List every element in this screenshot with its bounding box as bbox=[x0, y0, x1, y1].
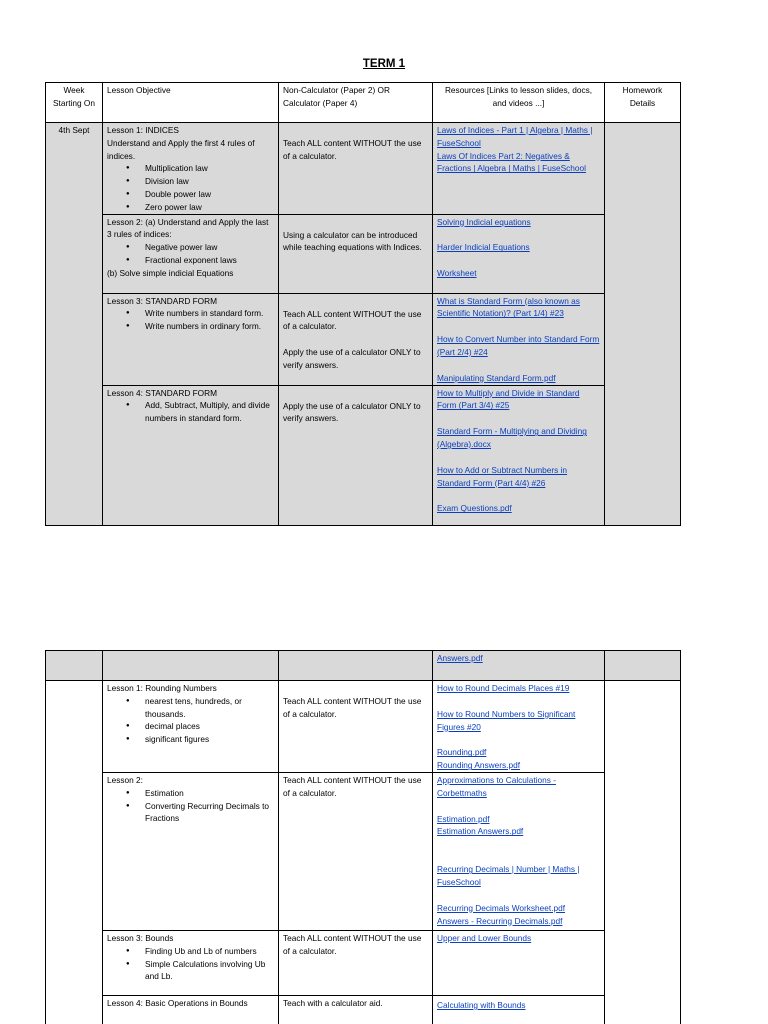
lesson-title: Lesson 4: STANDARD FORM bbox=[107, 387, 218, 398]
continuation-table bbox=[45, 650, 681, 1024]
calc-note: Teach ALL content WITHOUT the use of a calculator. bbox=[283, 138, 422, 161]
list-item: ● nearest tens, hundreds, or thousands. bbox=[107, 695, 274, 721]
resource-link[interactable]: How to Add or Subtract Numbers in Standard Form (Part 4/4) #26 bbox=[437, 464, 568, 488]
lesson-intro: Understand and Apply the first 4 rules of indices. bbox=[107, 137, 255, 161]
list-item: ● Finding Ub and Lb of numbers bbox=[107, 945, 274, 958]
table-row bbox=[46, 681, 681, 773]
list-item: ● Fractional exponent laws bbox=[107, 254, 274, 267]
objective-cell bbox=[103, 930, 279, 995]
header-resources: Resources [Links to lesson slides, docs, and videos ...] bbox=[433, 83, 605, 123]
resources-cell bbox=[433, 293, 605, 385]
objective-cell bbox=[103, 681, 279, 773]
list-item: ● Add, Subtract, Multiply, and divide numbers in standard form. bbox=[107, 399, 274, 425]
table-row bbox=[46, 385, 681, 525]
lesson-title: Lesson 3: STANDARD FORM bbox=[107, 295, 218, 306]
page-title: TERM 1 bbox=[362, 58, 406, 70]
calculator-cell bbox=[279, 930, 433, 995]
resources-cell bbox=[433, 930, 605, 995]
list-item: ● Double power law bbox=[107, 188, 274, 201]
calc-note: Teach ALL content WITHOUT the use of a calculator. bbox=[283, 308, 422, 332]
calc-note: Teach with a calculator aid. bbox=[283, 997, 383, 1008]
table-row bbox=[46, 293, 681, 385]
list-item: ● Converting Recurring Decimals to Fractions bbox=[107, 800, 274, 826]
resources-cell bbox=[433, 385, 605, 525]
resource-link[interactable]: Answers - Recurring Decimals.pdf bbox=[437, 915, 563, 926]
calc-note: Teach ALL content WITHOUT the use of a calculator. bbox=[283, 932, 422, 956]
list-item: ● Simple Calculations involving Ub and Lb. bbox=[107, 958, 274, 984]
calculator-cell bbox=[279, 681, 433, 773]
resources-cell bbox=[433, 651, 605, 681]
week-cell: 4th Sept bbox=[46, 123, 103, 526]
calculator-cell bbox=[279, 651, 433, 681]
objective-cell bbox=[103, 123, 279, 215]
resource-link[interactable]: Manipulating Standard Form.pdf bbox=[437, 372, 556, 383]
resource-link[interactable]: Exam Questions.pdf bbox=[437, 503, 512, 514]
resource-link[interactable]: Rounding Answers.pdf bbox=[437, 760, 521, 771]
calc-note: Teach ALL content WITHOUT the use of a calculator. bbox=[283, 696, 422, 719]
table-row bbox=[46, 995, 681, 1024]
resource-link[interactable]: Standard Form - Multiplying and Dividing (Algebra).docx bbox=[437, 426, 587, 449]
homework-cell bbox=[605, 123, 681, 526]
header-objective: Lesson Objective bbox=[103, 83, 279, 123]
calculator-cell bbox=[279, 995, 433, 1024]
table-row bbox=[46, 930, 681, 995]
resources-cell bbox=[433, 123, 605, 215]
lesson-title: Lesson 4: Basic Operations in Bounds bbox=[107, 997, 248, 1008]
resource-link[interactable]: What is Standard Form (also known as Scientific Notation)? (Part 1/4) #23 bbox=[437, 295, 580, 319]
resources-cell bbox=[433, 995, 605, 1024]
homework-cell bbox=[605, 681, 681, 1024]
resources-cell bbox=[433, 214, 605, 293]
list-item: ● Write numbers in ordinary form. bbox=[107, 320, 274, 333]
lesson-title: Lesson 1: Rounding Numbers bbox=[107, 683, 217, 693]
objective-cell bbox=[103, 385, 279, 525]
list-item: ● Estimation bbox=[107, 787, 274, 800]
week-cell bbox=[46, 651, 103, 681]
objective-cell bbox=[103, 995, 279, 1024]
list-item: ● Write numbers in standard form. bbox=[107, 307, 274, 320]
table-row bbox=[46, 123, 681, 215]
calc-note: Using a calculator can be introduced while teaching equations with Indices. bbox=[283, 229, 422, 253]
objective-cell bbox=[103, 651, 279, 681]
calculator-cell bbox=[279, 385, 433, 525]
table-header-row bbox=[46, 83, 681, 123]
resource-link[interactable]: How to Multiply and Divide in Standard Form (Part 3/4) #25 bbox=[437, 387, 580, 411]
resource-link[interactable]: How to Convert Number into Standard Form (Part 2/4) #24 bbox=[437, 334, 600, 357]
objective-cell bbox=[103, 772, 279, 930]
resource-link[interactable]: Laws of Indices - Part 1 | Algebra | Maths | FuseSchool bbox=[437, 125, 593, 148]
resource-link[interactable]: Approximations to Calculations - Corbettmaths bbox=[437, 774, 556, 798]
header-calculator: Non-Calculator (Paper 2) OR Calculator (Paper 4) bbox=[279, 83, 433, 123]
calculator-cell bbox=[279, 293, 433, 385]
homework-cell bbox=[605, 651, 681, 681]
resource-link[interactable]: Solving Indicial equations bbox=[437, 216, 531, 227]
resource-link[interactable]: How to Round Numbers to Significant Figures #20 bbox=[437, 708, 576, 732]
resource-link[interactable]: Recurring Decimals | Number | Maths | FuseSchool bbox=[437, 864, 580, 887]
resource-link[interactable]: Calculating with Bounds bbox=[437, 999, 526, 1010]
list-item: ● decimal places bbox=[107, 720, 274, 733]
list-item: ● Zero power law bbox=[107, 201, 274, 214]
lesson-title: Lesson 3: Bounds bbox=[107, 932, 174, 943]
objective-cell bbox=[103, 293, 279, 385]
lesson-outro: (b) Solve simple indicial Equations bbox=[107, 267, 234, 278]
header-week: Week Starting On bbox=[46, 83, 103, 123]
list-item: ● Division law bbox=[107, 175, 274, 188]
resource-link[interactable]: Estimation.pdf bbox=[437, 813, 490, 824]
calc-note: Teach ALL content WITHOUT the use of a calculator. bbox=[283, 774, 422, 798]
lesson-title: Lesson 2: (a) Understand and Apply the last 3 rules of indices: bbox=[107, 216, 269, 240]
table-row bbox=[46, 651, 681, 681]
table-row bbox=[46, 772, 681, 930]
objective-cell bbox=[103, 214, 279, 293]
resource-link[interactable]: Laws Of Indices Part 2: Negatives & Fractions | Algebra | Maths | FuseSchool bbox=[437, 150, 586, 174]
list-item: ● Multiplication law bbox=[107, 162, 274, 175]
resource-link[interactable]: Answers.pdf bbox=[437, 653, 483, 663]
list-item: ● Negative power law bbox=[107, 241, 274, 254]
calculator-cell bbox=[279, 123, 433, 215]
term1-table bbox=[45, 82, 681, 526]
resource-link[interactable]: Worksheet bbox=[437, 268, 477, 279]
calc-note: Apply the use of a calculator ONLY to verify answers. bbox=[283, 400, 421, 424]
calc-note: Apply the use of a calculator ONLY to verify answers. bbox=[283, 347, 421, 370]
resource-link[interactable]: Rounding.pdf bbox=[437, 747, 487, 758]
table-row bbox=[46, 214, 681, 293]
calculator-cell bbox=[279, 214, 433, 293]
list-item: ● significant figures bbox=[107, 733, 274, 746]
resources-cell bbox=[433, 681, 605, 773]
resources-cell bbox=[433, 772, 605, 930]
header-homework: Homework Details bbox=[605, 83, 681, 123]
resource-link[interactable]: Recurring Decimals Worksheet.pdf bbox=[437, 902, 566, 913]
resource-link[interactable]: How to Round Decimals Places #19 bbox=[437, 683, 570, 693]
lesson-title: Lesson 1: INDICES bbox=[107, 125, 179, 135]
lesson-title: Lesson 2: bbox=[107, 774, 143, 785]
week-cell bbox=[46, 681, 103, 1024]
resource-link[interactable]: Harder Indicial Equations bbox=[437, 242, 530, 253]
calculator-cell bbox=[279, 772, 433, 930]
resource-link[interactable]: Estimation Answers.pdf bbox=[437, 826, 524, 837]
resource-link[interactable]: Upper and Lower Bounds bbox=[437, 932, 532, 943]
